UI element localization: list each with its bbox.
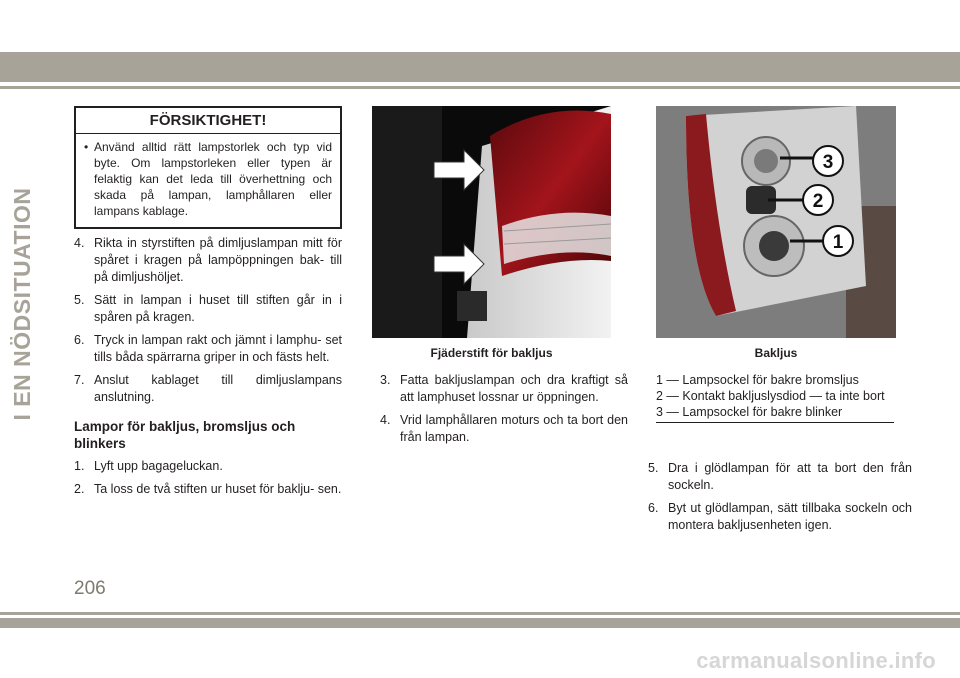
- caution-bullet-text: Använd alltid rätt lampstorlek och typ vid byte. Om lampstorleken eller typen är felaktig kan det leda till överhettning och skada på lampan, lamphållaren eller lampans kablage.: [94, 140, 332, 218]
- section-heading: Lampor för bakljus, bromsljus och blinkers: [74, 419, 296, 451]
- watermark-text: carmanualsonline.info: [696, 648, 936, 673]
- step-number: 6.: [648, 501, 659, 515]
- column-left: [74, 106, 342, 498]
- header-rule: [0, 86, 960, 89]
- callout-number: 3: [822, 152, 834, 173]
- page-number: 206: [74, 578, 106, 599]
- legend-item: 2 — Kontakt bakljuslysdiod — ta inte bort: [656, 389, 885, 403]
- step-text: Tryck in lampan rakt och jämnt i lamphu- set tills båda spärrarna griper in och fästs helt.: [94, 333, 342, 364]
- step-text: Anslut kablaget till dimljuslampans anslutning.: [94, 373, 342, 404]
- step-text: Fatta bakljuslampan och dra kraftigt så att lamphuset lossnar ur öppningen.: [400, 373, 628, 404]
- step-text: Rikta in styrstiften på dimljuslampan mitt för spåret i kragen på lampöppningen bak- till på dimljushöljet.: [94, 236, 342, 284]
- photo-tail-light-sockets: [656, 106, 896, 338]
- step-number: 5.: [74, 293, 85, 307]
- figure-caption: Fjäderstift för bakljus: [430, 346, 553, 360]
- step-number: 4.: [74, 236, 85, 250]
- column-right: [648, 460, 912, 534]
- step-text: Lyft upp bagageluckan.: [94, 459, 223, 473]
- callout-number: 2: [812, 191, 824, 212]
- caution-bullet: [84, 139, 332, 219]
- step-number: 1.: [74, 459, 85, 473]
- step-item: [74, 458, 342, 475]
- legend-item: 1 — Lampsockel för bakre bromsljus: [656, 373, 859, 387]
- figure-legend: [656, 372, 894, 423]
- caution-title: FÖRSIKTIGHET!: [76, 108, 340, 134]
- step-number: 5.: [648, 461, 659, 475]
- step-item: [74, 372, 342, 406]
- header-band: [0, 52, 960, 82]
- footer-band: [0, 618, 960, 628]
- step-item: [380, 372, 628, 406]
- step-item: [74, 332, 342, 366]
- step-number: 6.: [74, 333, 85, 347]
- caution-body: [76, 134, 340, 227]
- step-item: [648, 460, 912, 494]
- footer-rule: [0, 612, 960, 615]
- step-item: [74, 235, 342, 286]
- callout-number: 1: [832, 232, 844, 253]
- step-item: [380, 412, 628, 446]
- step-text: Byt ut glödlampan, sätt tillbaka sockeln och montera bakljusenheten igen.: [668, 501, 912, 532]
- step-number: 3.: [380, 373, 391, 387]
- step-number: 4.: [380, 413, 391, 427]
- column-middle: [380, 372, 628, 446]
- caution-box: [74, 106, 342, 229]
- tail-light-pins-illustration: [372, 106, 611, 338]
- legend-item: 3 — Lampsockel för bakre blinker: [656, 405, 843, 419]
- step-item: [74, 292, 342, 326]
- figure-caption: Bakljus: [754, 346, 798, 360]
- step-text: Vrid lamphållaren moturs och ta bort den från lampan.: [400, 413, 628, 444]
- photo-tail-light-pins: [372, 106, 611, 338]
- step-item: [648, 500, 912, 534]
- step-text: Ta loss de två stiften ur huset för baklju- sen.: [94, 482, 342, 496]
- step-item: [74, 481, 342, 498]
- bullet-icon: •: [84, 140, 89, 154]
- step-number: 7.: [74, 373, 85, 387]
- tail-light-sockets-illustration: [656, 106, 896, 338]
- step-text: Sätt in lampan i huset till stiften går in i spåren på kragen.: [94, 293, 342, 324]
- chapter-side-title: I EN NÖDSITUATION: [8, 187, 35, 421]
- step-text: Dra i glödlampan för att ta bort den från sockeln.: [668, 461, 912, 492]
- step-number: 2.: [74, 482, 85, 496]
